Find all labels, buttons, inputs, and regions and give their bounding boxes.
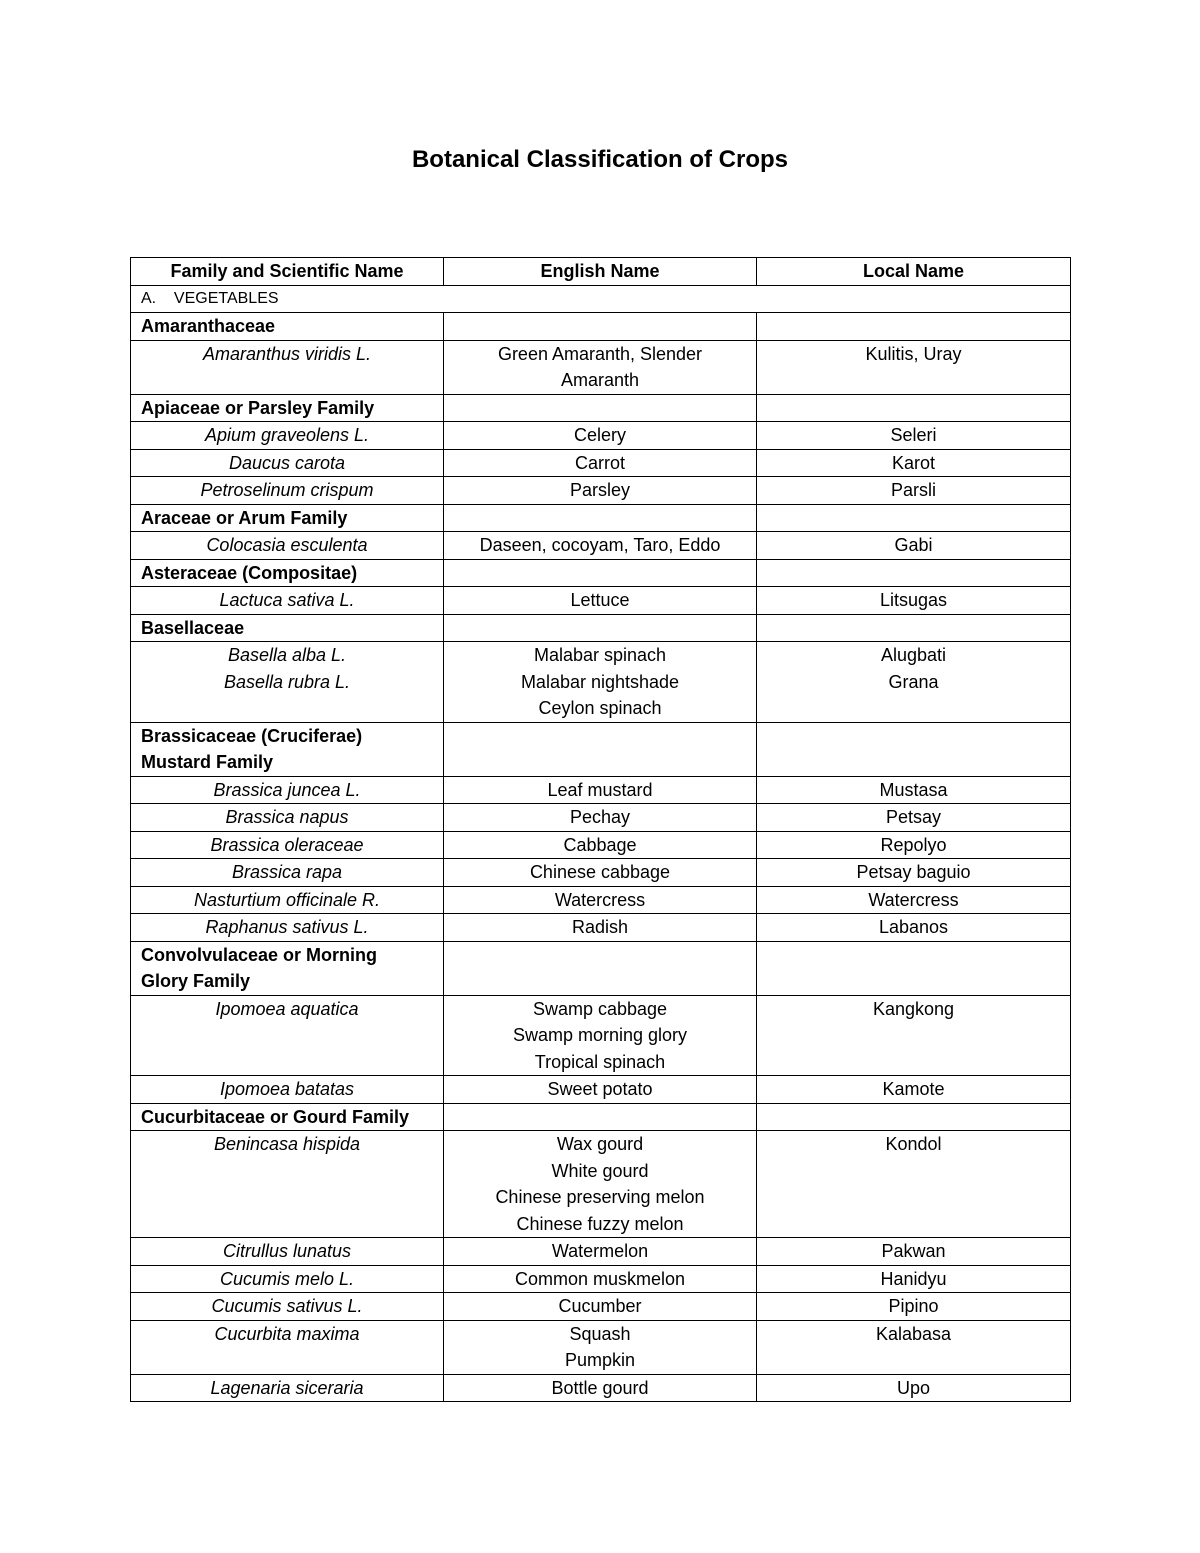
crop-row [131, 1238, 1071, 1266]
scientific-name-cell [131, 1131, 444, 1238]
crop-row [131, 1265, 1071, 1293]
english-name-cell-line: Carrot [574, 452, 625, 473]
family-row [131, 559, 1071, 587]
family-name-cell-line: Araceae or Arum Family [141, 507, 348, 528]
english-name-cell-line: Common muskmelon [514, 1268, 686, 1289]
scientific-name-cell-line: Basella rubra L. [223, 671, 351, 692]
local-name-cell [757, 886, 1071, 914]
english-name-cell-line: Pumpkin [564, 1350, 636, 1370]
crop-row [131, 886, 1071, 914]
family-name-cell-line: Apiaceae or Parsley Family [141, 397, 375, 418]
english-name-cell [444, 1131, 757, 1238]
local-name-cell-line: Gabi [894, 535, 933, 555]
english-name-cell-line: Chinese fuzzy melon [516, 1213, 684, 1234]
scientific-name-cell [131, 1238, 444, 1266]
empty-cell [757, 722, 1071, 776]
crop-row [131, 422, 1071, 450]
crop-row [131, 1320, 1071, 1374]
family-row [131, 394, 1071, 422]
english-name-cell-line: Amaranth [560, 370, 640, 390]
scientific-name-cell [131, 1374, 444, 1402]
english-name-cell-line: Green Amaranth, Slender [497, 343, 703, 364]
english-name-cell-line: Ceylon spinach [538, 698, 662, 718]
section-row [131, 285, 1071, 313]
crop-row [131, 831, 1071, 859]
local-name-cell-line: Pipino [888, 1296, 939, 1316]
family-row [131, 1103, 1071, 1131]
family-row [131, 614, 1071, 642]
scientific-name-cell-line: Nasturtium officinale R. [193, 889, 381, 910]
empty-cell [444, 394, 757, 422]
page-title: Botanical Classification of Crops [411, 146, 789, 173]
scientific-name-cell [131, 776, 444, 804]
empty-cell [757, 504, 1071, 532]
local-name-cell [757, 804, 1071, 832]
crop-row [131, 532, 1071, 560]
scientific-name-cell [131, 995, 444, 1076]
english-name-cell [444, 776, 757, 804]
english-name-cell-line: Squash [569, 1323, 631, 1344]
local-name-cell [757, 1374, 1071, 1402]
local-name-cell-line: Grana [888, 671, 939, 692]
local-name-cell-line: Pakwan [881, 1241, 946, 1261]
scientific-name-cell-line: Benincasa hispida [213, 1134, 361, 1154]
empty-cell [444, 313, 757, 341]
english-name-cell-line: Parsley [569, 480, 631, 500]
scientific-name-cell-line: Basella alba L. [227, 645, 347, 665]
english-name-cell-line: Radish [571, 917, 629, 937]
english-name-cell-line: Chinese cabbage [529, 862, 671, 882]
local-name-cell [757, 914, 1071, 942]
local-name-cell [757, 831, 1071, 859]
scientific-name-cell-line: Lagenaria siceraria [210, 1377, 364, 1398]
crop-row [131, 1293, 1071, 1321]
english-name-cell-line: Cabbage [563, 834, 637, 855]
english-name-cell-line: Pechay [569, 807, 631, 827]
scientific-name-cell-line: Citrullus lunatus [222, 1241, 352, 1261]
english-name-cell [444, 642, 757, 723]
scientific-name-cell-line: Colocasia esculenta [206, 535, 368, 555]
english-name-cell-line: Malabar nightshade [520, 671, 680, 692]
english-name-cell-line: Tropical spinach [534, 1051, 666, 1072]
local-name-cell-line: Parsli [890, 480, 936, 500]
family-row [131, 504, 1071, 532]
scientific-name-cell-line: Brassica rapa [231, 862, 343, 882]
family-name-cell-line: Convolvulaceae or Morning [141, 944, 378, 965]
family-name-cell-line: Cucurbitaceae or Gourd Family [141, 1106, 410, 1127]
empty-cell [444, 941, 757, 995]
local-name-cell-line: Mustasa [879, 779, 948, 800]
english-name-cell-line: Swamp cabbage [532, 998, 668, 1019]
scientific-name-cell-line: Petroselinum crispum [200, 480, 374, 500]
local-name-cell [757, 1131, 1071, 1238]
empty-cell [757, 614, 1071, 642]
family-name-cell [131, 722, 444, 776]
empty-cell [757, 313, 1071, 341]
local-name-cell-line: Seleri [890, 425, 937, 445]
family-name-cell-line: Brassicaceae (Cruciferae) [141, 725, 363, 746]
crop-row [131, 340, 1071, 394]
family-name-cell [131, 941, 444, 995]
section-cell [131, 285, 1071, 313]
scientific-name-cell-line: Ipomoea batatas [219, 1079, 355, 1099]
empty-cell [757, 394, 1071, 422]
family-name-cell-line: Amaranthaceae [141, 316, 276, 336]
local-name-cell [757, 859, 1071, 887]
english-name-cell [444, 1238, 757, 1266]
section-marker: A. [141, 289, 157, 307]
scientific-name-cell-line: Apium graveolens L. [204, 425, 370, 445]
empty-cell [444, 614, 757, 642]
crop-row [131, 477, 1071, 505]
family-name-cell-line: Mustard Family [141, 752, 274, 772]
family-name-cell [131, 614, 444, 642]
scientific-name-cell [131, 1076, 444, 1104]
scientific-name-cell-line: Cucumis sativus L. [211, 1296, 363, 1316]
english-name-cell [444, 587, 757, 615]
english-name-cell [444, 804, 757, 832]
crop-row [131, 642, 1071, 723]
local-name-cell-line: Litsugas [879, 590, 948, 610]
local-name-cell-line: Repolyo [880, 834, 947, 855]
empty-cell [444, 559, 757, 587]
local-name-cell [757, 995, 1071, 1076]
scientific-name-cell [131, 477, 444, 505]
local-name-cell [757, 1076, 1071, 1104]
family-row [131, 313, 1071, 341]
local-name-cell [757, 422, 1071, 450]
local-name-cell-line: Labanos [878, 917, 949, 937]
local-name-cell [757, 1320, 1071, 1374]
english-name-cell-line: Sweet potato [547, 1079, 653, 1099]
english-name-cell [444, 1265, 757, 1293]
english-name-cell [444, 859, 757, 887]
local-name-cell-line: Petsay [885, 807, 942, 827]
family-name-cell [131, 313, 444, 341]
english-name-cell-line: Bottle gourd [551, 1377, 649, 1398]
english-name-cell-line: Leaf mustard [547, 779, 653, 800]
local-name-cell [757, 1293, 1071, 1321]
english-name-cell [444, 340, 757, 394]
family-name-cell [131, 394, 444, 422]
crop-row [131, 995, 1071, 1076]
english-name-cell [444, 995, 757, 1076]
crop-row [131, 914, 1071, 942]
scientific-name-cell-line: Brassica napus [225, 807, 349, 827]
family-name-cell [131, 504, 444, 532]
header-english-name: English Name [444, 258, 757, 286]
table-header-row [131, 258, 1071, 286]
english-name-cell-line: White gourd [551, 1160, 649, 1181]
local-name-cell-line: Karot [891, 452, 936, 473]
scientific-name-cell [131, 804, 444, 832]
english-name-cell [444, 532, 757, 560]
english-name-cell-line: Lettuce [570, 590, 630, 610]
english-name-cell-line: Watercress [554, 889, 646, 910]
scientific-name-cell-line: Raphanus sativus L. [205, 917, 369, 937]
header-local-name: Local Name [757, 258, 1071, 286]
scientific-name-cell [131, 642, 444, 723]
empty-cell [444, 1103, 757, 1131]
family-name-cell-line: Glory Family [141, 971, 251, 991]
scientific-name-cell [131, 886, 444, 914]
local-name-cell-line: Kamote [882, 1079, 945, 1099]
english-name-cell [444, 831, 757, 859]
family-name-cell-line: Basellaceae [141, 617, 245, 638]
scientific-name-cell-line: Ipomoea aquatica [215, 998, 359, 1019]
table-body [131, 285, 1071, 1402]
english-name-cell [444, 1374, 757, 1402]
english-name-cell [444, 914, 757, 942]
english-name-cell [444, 477, 757, 505]
family-name-cell-line: Asteraceae (Compositae) [141, 562, 358, 583]
scientific-name-cell [131, 1265, 444, 1293]
scientific-name-cell-line: Brassica oleraceae [210, 834, 364, 855]
english-name-cell-line: Daseen, cocoyam, Taro, Eddo [479, 535, 721, 555]
english-name-cell-line: Watermelon [551, 1241, 649, 1261]
local-name-cell-line: Kondol [885, 1134, 942, 1154]
scientific-name-cell-line: Amaranthus viridis L. [202, 343, 372, 364]
scientific-name-cell [131, 422, 444, 450]
scientific-name-cell-line: Brassica juncea L. [213, 779, 361, 800]
local-name-cell-line: Kangkong [872, 998, 955, 1019]
crop-row [131, 859, 1071, 887]
section-label: VEGETABLES [173, 289, 279, 307]
local-name-cell-line: Kalabasa [875, 1323, 952, 1344]
scientific-name-cell-line: Lactuca sativa L. [219, 590, 355, 610]
local-name-cell [757, 642, 1071, 723]
empty-cell [444, 504, 757, 532]
family-name-cell [131, 559, 444, 587]
english-name-cell-line: Celery [573, 425, 626, 445]
english-name-cell-line: Swamp morning glory [512, 1025, 688, 1045]
english-name-cell-line: Wax gourd [556, 1134, 644, 1154]
crop-row [131, 1131, 1071, 1238]
scientific-name-cell [131, 340, 444, 394]
local-name-cell [757, 587, 1071, 615]
family-row [131, 722, 1071, 776]
scientific-name-cell [131, 1320, 444, 1374]
crop-classification-table [130, 257, 1071, 1402]
empty-cell [757, 1103, 1071, 1131]
local-name-cell [757, 340, 1071, 394]
local-name-cell-line: Hanidyu [880, 1268, 947, 1289]
english-name-cell [444, 422, 757, 450]
header-family-scientific-name: Family and Scientific Name [131, 258, 444, 286]
english-name-cell-line: Chinese preserving melon [495, 1187, 705, 1207]
family-row [131, 941, 1071, 995]
local-name-cell [757, 477, 1071, 505]
local-name-cell [757, 532, 1071, 560]
english-name-cell [444, 886, 757, 914]
crop-row [131, 1076, 1071, 1104]
crop-row [131, 776, 1071, 804]
local-name-cell-line: Petsay baguio [856, 862, 971, 882]
empty-cell [757, 559, 1071, 587]
english-name-cell-line: Malabar spinach [533, 645, 667, 665]
empty-cell [757, 941, 1071, 995]
scientific-name-cell-line: Cucumis melo L. [219, 1268, 355, 1289]
scientific-name-cell-line: Cucurbita maxima [214, 1323, 360, 1344]
scientific-name-cell [131, 587, 444, 615]
local-name-cell [757, 1265, 1071, 1293]
local-name-cell [757, 776, 1071, 804]
scientific-name-cell [131, 532, 444, 560]
crop-row [131, 449, 1071, 477]
english-name-cell [444, 1293, 757, 1321]
scientific-name-cell [131, 914, 444, 942]
family-name-cell [131, 1103, 444, 1131]
local-name-cell-line: Upo [896, 1377, 931, 1398]
scientific-name-cell [131, 449, 444, 477]
english-name-cell [444, 1320, 757, 1374]
local-name-cell-line: Kulitis, Uray [865, 343, 962, 364]
scientific-name-cell [131, 831, 444, 859]
scientific-name-cell [131, 859, 444, 887]
scientific-name-cell [131, 1293, 444, 1321]
crop-row [131, 587, 1071, 615]
english-name-cell-line: Cucumber [558, 1296, 642, 1316]
local-name-cell [757, 1238, 1071, 1266]
crop-row [131, 804, 1071, 832]
scientific-name-cell-line: Daucus carota [228, 452, 346, 473]
empty-cell [444, 722, 757, 776]
local-name-cell-line: Watercress [868, 889, 959, 910]
crop-row [131, 1374, 1071, 1402]
local-name-cell [757, 449, 1071, 477]
english-name-cell [444, 1076, 757, 1104]
local-name-cell-line: Alugbati [880, 645, 947, 665]
english-name-cell [444, 449, 757, 477]
